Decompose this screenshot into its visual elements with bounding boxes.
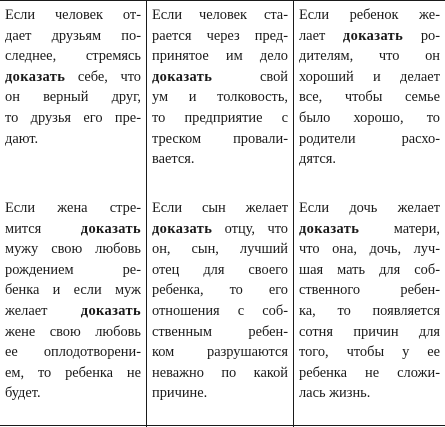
text-line: ка, то появляется: [299, 302, 440, 319]
text-line: неважно по какой: [152, 364, 288, 381]
text-line: жене свою любовь: [5, 323, 141, 340]
text-fragment: отцу, что: [212, 220, 288, 237]
text-line: отец для своего: [152, 261, 288, 278]
emphasized-word: доказать: [80, 302, 141, 319]
text-line: отношения с соб-: [152, 302, 288, 319]
text-line: бенка и если муж: [5, 282, 141, 299]
table-cell: [294, 194, 445, 427]
emphasized-word: доказать: [342, 27, 404, 44]
text-fragment: матери,: [359, 220, 440, 237]
text-line: ребенка не сложи-: [299, 364, 440, 381]
text-line: ум и толковость,: [152, 89, 288, 106]
text-line: сотня причин для: [299, 323, 440, 340]
text-line: Если дочь желает: [299, 200, 440, 216]
text-line: дают.: [5, 130, 39, 147]
text-line: дает друзьям по-: [5, 27, 141, 44]
text-line: треском провали-: [152, 130, 288, 147]
text-line: родители расхо-: [299, 130, 440, 147]
table-cell: [0, 194, 147, 427]
table-cell: [147, 194, 294, 427]
text-line: было хорошо, то: [299, 109, 440, 126]
text-line: дятся.: [299, 151, 337, 168]
text-line: [299, 219, 440, 240]
emphasized-word: доказать: [152, 220, 213, 237]
text-fragment: ро-: [403, 27, 441, 44]
emphasized-word: доказать: [299, 220, 360, 237]
text-line: Если человек от-: [5, 7, 141, 23]
table-cell: [0, 1, 147, 194]
text-line: хороший и делает: [299, 68, 440, 85]
text-line: Если сын желает: [152, 200, 288, 216]
text-line: ственным ребен-: [152, 323, 288, 340]
text-line: шая мать для соб-: [299, 261, 440, 278]
text-line: ее оплодотворени-: [5, 344, 141, 361]
text-line: того, чтобы у ее: [299, 344, 440, 361]
emphasized-word: доказать: [5, 68, 66, 85]
text-line: дителям, что он: [299, 48, 440, 65]
text-line: лась жизнь.: [299, 385, 371, 402]
table-cell: [294, 1, 445, 194]
text-fragment: свой: [212, 68, 288, 85]
text-line: все, чтобы семье: [299, 89, 440, 106]
emphasized-word: доказать: [152, 68, 213, 85]
text-line: Если жена стре-: [5, 200, 141, 216]
text-line: ребенка, то его: [152, 282, 288, 299]
text-line: мужу свою любовь: [5, 241, 141, 258]
text-line: вается.: [152, 151, 195, 168]
text-fragment: лает: [299, 27, 343, 44]
emphasized-word: доказать: [80, 220, 141, 237]
text-line: он верный друг,: [5, 89, 141, 106]
text-line: [152, 67, 288, 88]
text-line: Если ребенок же-: [299, 7, 440, 23]
text-line: он, сын, лучший: [152, 241, 288, 258]
text-fragment: мится: [5, 220, 81, 237]
text-line: Если человек ста-: [152, 7, 288, 23]
text-line: то предприятие с: [152, 109, 288, 126]
text-fragment: желает: [5, 302, 81, 319]
text-line: [152, 219, 288, 240]
text-line: что она, дочь, луч-: [299, 241, 440, 258]
text-line: [299, 26, 440, 47]
text-line: ем, то ребенка не: [5, 364, 141, 381]
text-line: ственного ребен-: [299, 282, 440, 299]
text-line: причине.: [152, 385, 208, 402]
text-line: рается через пред-: [152, 27, 288, 44]
table-cell: [147, 1, 294, 194]
text-line: [5, 301, 141, 322]
text-line: ком разрушаются: [152, 344, 288, 361]
text-line: рождением ре-: [5, 261, 141, 278]
text-line: принятое им дело: [152, 48, 288, 65]
text-fragment: себе, что: [65, 68, 141, 85]
text-line: будет.: [5, 385, 41, 402]
text-line: [5, 67, 141, 88]
text-line: следнее, стремясь: [5, 48, 141, 65]
text-line: то друзья его пре-: [5, 109, 141, 126]
text-line: [5, 219, 141, 240]
